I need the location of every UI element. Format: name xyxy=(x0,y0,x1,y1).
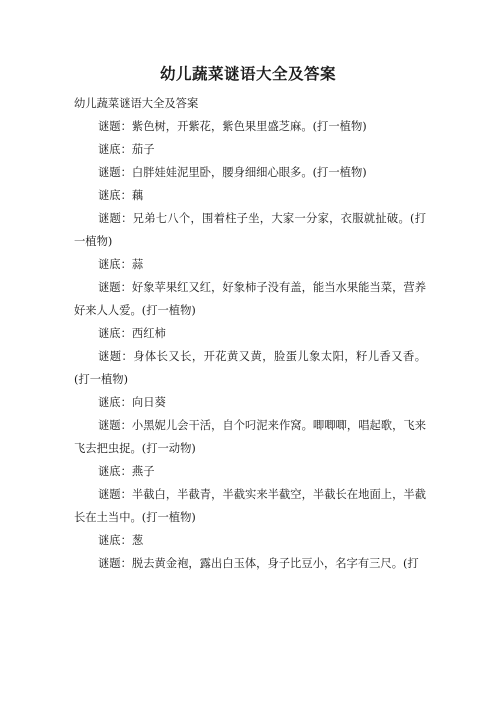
riddle-question: 谜题：小黑妮儿会干活，自个叼泥来作窝。唧唧唧，唱起歌，飞来飞去把虫捉。(打一动物) xyxy=(74,419,426,455)
riddle-question: 谜题：身体长又长，开花黄又黄，脸蛋儿象太阳，籽儿香又香。(打一植物) xyxy=(74,350,426,386)
riddle-question: 谜题：半截白，半截青，半截实来半截空，半截长在地面上，半截长在土当中。(打一植物) xyxy=(74,488,426,524)
riddle-question: 谜题：好象苹果红又红，好象柿子没有盖，能当水果能当菜，营养好来人人爱。(打一植物) xyxy=(74,281,426,317)
document-title: 幼儿蔬菜谜语大全及答案 xyxy=(159,64,336,83)
riddle-question: 谜题：脱去黄金袍，露出白玉体，身子比豆小，名字有三尺。(打 xyxy=(98,557,419,570)
riddle-answer: 谜底：葱 xyxy=(98,534,144,547)
riddle-answer: 谜底：茄子 xyxy=(98,143,155,156)
riddle-answer: 谜底：燕子 xyxy=(98,465,155,478)
riddle-answer: 谜底：西红柿 xyxy=(98,327,166,340)
document-subtitle: 幼儿蔬菜谜语大全及答案 xyxy=(74,97,199,110)
riddle-question: 谜题：兄弟七八个，围着柱子坐，大家一分家，衣服就扯破。(打一植物) xyxy=(74,212,426,248)
riddle-answer: 谜底：藕 xyxy=(98,189,144,202)
document-body xyxy=(74,92,426,575)
riddle-question: 谜题：白胖娃娃泥里卧，腰身细细心眼多。(打一植物) xyxy=(98,166,367,179)
riddle-answer: 谜底：蒜 xyxy=(98,258,144,271)
riddle-question: 谜题：紫色树，开紫花，紫色果里盛芝麻。(打一植物) xyxy=(98,120,367,133)
riddle-answer: 谜底：向日葵 xyxy=(98,396,166,409)
